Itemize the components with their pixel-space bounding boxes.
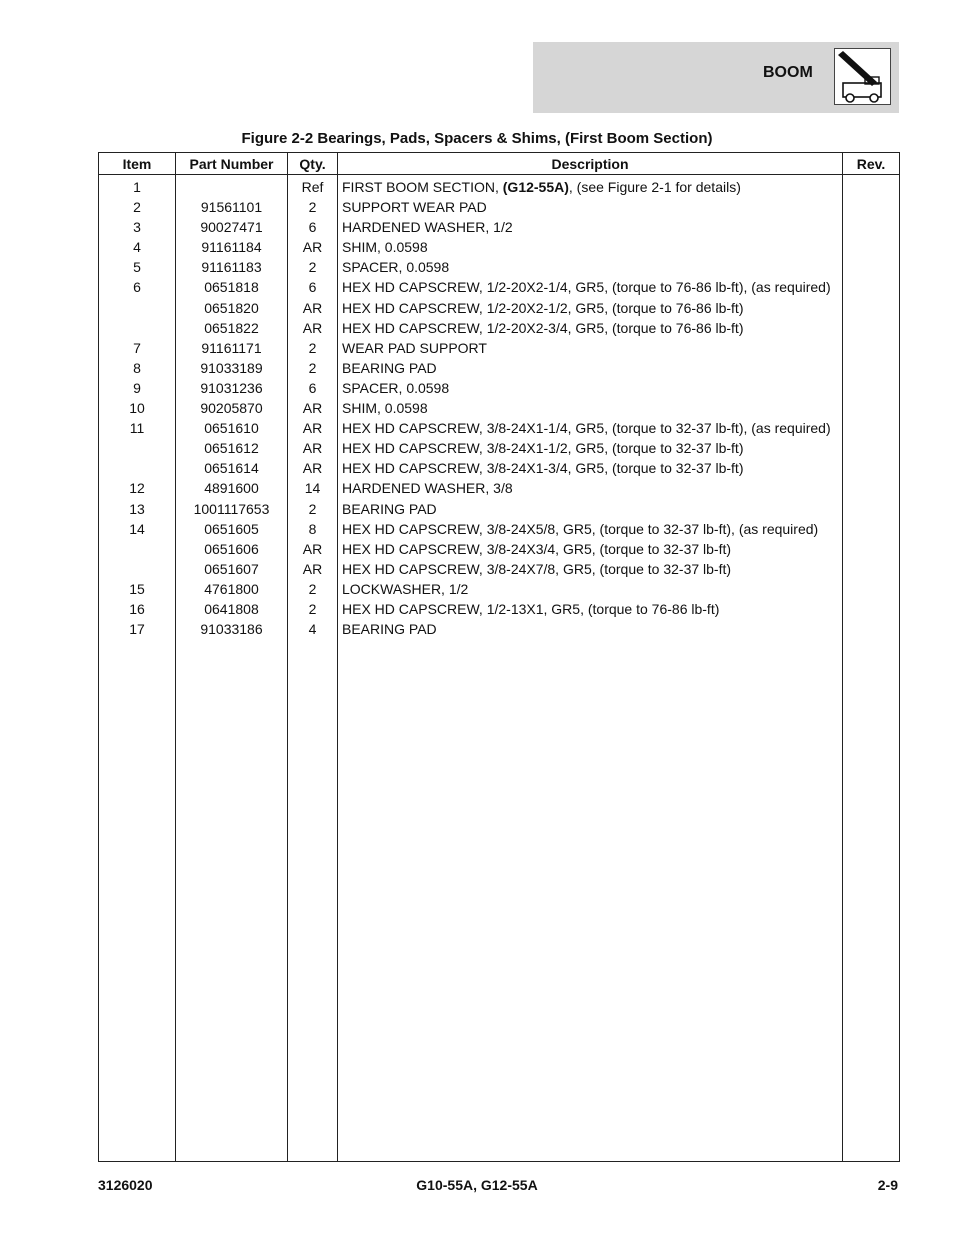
description-cell [338, 277, 842, 297]
qty-cell: AR [302, 400, 323, 417]
description-cell [338, 539, 842, 559]
table-body-row [99, 175, 900, 1162]
description-cell [338, 318, 842, 338]
part-number-cell: 91033186 [200, 621, 263, 638]
description-text: SHIM, 0.0598 [342, 239, 428, 256]
col-header-description: Description [338, 153, 843, 175]
rev-cell [843, 197, 899, 217]
qty-cell: 6 [308, 279, 317, 296]
item-cell: 3 [133, 219, 141, 236]
description-cell [338, 599, 842, 619]
description-text: HEX HD CAPSCREW, 3/8-24X1-3/4, GR5, (torque to 32-37 lb-ft) [342, 460, 744, 477]
description-text: HEX HD CAPSCREW, 3/8-24X1-1/2, GR5, (torque to 32-37 lb-ft) [342, 440, 744, 457]
qty-cell: AR [302, 420, 323, 437]
section-label: BOOM [763, 64, 813, 81]
part-number-cell: 0651820 [204, 299, 259, 316]
qty-cell: AR [302, 239, 323, 256]
description-text: HEX HD CAPSCREW, 3/8-24X3/4, GR5, (torque to 32-37 lb-ft) [342, 540, 732, 557]
description-text: HEX HD CAPSCREW, 1/2-13X1, GR5, (torque to 76-86 lb-ft) [342, 600, 720, 617]
description-suffix: , (see Figure 2-1 for details) [568, 179, 741, 195]
qty-cell: 14 [304, 480, 321, 497]
description-text: BEARING PAD [342, 359, 437, 376]
rev-cell [843, 398, 899, 418]
description-cell [338, 358, 842, 378]
part-number-cell: 0651818 [204, 279, 259, 296]
description-text: SHIM, 0.0598 [342, 400, 428, 417]
parts-table [98, 152, 900, 1162]
rev-cell [843, 338, 899, 358]
col-header-item: Item [99, 153, 176, 175]
item-cell [99, 458, 175, 478]
rev-cell [843, 257, 899, 277]
qty-cell: 2 [308, 199, 317, 216]
description-cell [338, 237, 842, 257]
description-text: SPACER, 0.0598 [342, 379, 450, 396]
item-cell: 11 [129, 420, 145, 437]
description-text: SPACER, 0.0598 [342, 259, 450, 276]
part-number-cell: 90027471 [200, 219, 263, 236]
description-cell [338, 579, 842, 599]
rev-cell [843, 298, 899, 318]
description-text: HARDENED WASHER, 3/8 [342, 480, 513, 497]
qty-cell: 8 [308, 520, 317, 537]
qty-cell: AR [302, 319, 323, 336]
rev-cell [843, 539, 899, 559]
description-text: WEAR PAD SUPPORT [342, 339, 487, 356]
description-cell [338, 418, 842, 438]
part-number-cell: 91161183 [201, 259, 262, 276]
part-number-cell: 4761800 [204, 580, 259, 597]
item-cell: 15 [129, 580, 145, 597]
part-number-cell: 1001117653 [193, 500, 270, 517]
description-cell [338, 257, 842, 277]
item-cell: 14 [129, 520, 145, 537]
rev-cell [843, 619, 899, 639]
item-cell: 2 [133, 199, 141, 216]
description-cell [338, 177, 842, 197]
rev-cell [843, 217, 899, 237]
description-cell [338, 378, 842, 398]
item-cell [99, 559, 175, 579]
rev-cell [843, 458, 899, 478]
item-cell: 17 [129, 621, 145, 638]
part-number-cell: 4891600 [204, 480, 259, 497]
part-number-cell: 91033189 [200, 359, 263, 376]
part-number-cell: 0651822 [204, 319, 259, 336]
qty-cell: 2 [308, 580, 317, 597]
description-cell [338, 217, 842, 237]
item-cell: 4 [133, 239, 141, 256]
footer-model: G10-55A, G12-55A [416, 1177, 538, 1193]
qty-cell: AR [302, 299, 323, 316]
item-cell [99, 539, 175, 559]
rev-cell [843, 318, 899, 338]
part-number-cell: 91031236 [200, 379, 263, 396]
description-text: BEARING PAD [342, 621, 437, 638]
part-number-column [176, 175, 288, 1162]
qty-cell: AR [302, 440, 323, 457]
rev-cell [843, 277, 899, 297]
description-cell [338, 619, 842, 639]
item-cell: 16 [129, 600, 145, 617]
description-text: HEX HD CAPSCREW, 3/8-24X7/8, GR5, (torque to 32-37 lb-ft) [342, 560, 732, 577]
description-cell [338, 519, 842, 539]
qty-column [288, 175, 338, 1162]
rev-cell [843, 519, 899, 539]
description-text: HEX HD CAPSCREW, 3/8-24X1-1/4, GR5, (torque to 32-37 lb-ft), (as required) [342, 420, 831, 437]
rev-cell [843, 499, 899, 519]
figure-title: Figure 2-2 Bearings, Pads, Spacers & Shims, (First Boom Section) [241, 130, 713, 147]
rev-cell [843, 599, 899, 619]
part-number-cell: 91161171 [201, 339, 262, 356]
item-cell: 6 [133, 279, 141, 296]
part-number-cell: 90205870 [200, 400, 263, 417]
item-cell [99, 318, 175, 338]
table-header-row [99, 153, 900, 175]
part-number-cell: 0651605 [204, 520, 259, 537]
part-number-cell: 91561101 [200, 199, 263, 216]
description-text: FIRST BOOM SECTION, [342, 179, 503, 195]
item-cell: 13 [129, 500, 145, 517]
description-cell [338, 438, 842, 458]
rev-cell [843, 579, 899, 599]
qty-cell: 4 [308, 621, 317, 638]
col-header-part-number: Part Number [176, 153, 288, 175]
description-text: LOCKWASHER, 1/2 [342, 580, 469, 597]
rev-cell [843, 378, 899, 398]
description-column [338, 175, 843, 1162]
item-cell [99, 438, 175, 458]
rev-cell [843, 177, 899, 197]
description-cell [338, 478, 842, 498]
item-column [99, 175, 176, 1162]
description-text: HARDENED WASHER, 1/2 [342, 219, 513, 236]
rev-cell [843, 418, 899, 438]
rev-cell [843, 559, 899, 579]
qty-cell: 2 [308, 359, 317, 376]
item-cell [99, 298, 175, 318]
boom-lift-icon [834, 48, 891, 105]
part-number-cell: 0651606 [204, 540, 259, 557]
qty-cell: 2 [308, 500, 317, 517]
description-text: HEX HD CAPSCREW, 1/2-20X2-3/4, GR5, (torque to 76-86 lb-ft) [342, 319, 744, 336]
description-cell [338, 458, 842, 478]
description-cell [338, 559, 842, 579]
rev-cell [843, 478, 899, 498]
item-cell: 5 [133, 259, 141, 276]
description-cell [338, 197, 842, 217]
description-cell [338, 338, 842, 358]
col-header-qty: Qty. [288, 153, 338, 175]
item-cell: 1 [133, 179, 141, 195]
rev-cell [843, 237, 899, 257]
part-number-cell: 0651607 [204, 560, 259, 577]
part-number-cell: 0651612 [204, 440, 259, 457]
qty-cell: 2 [308, 339, 317, 356]
qty-cell: 6 [308, 219, 317, 236]
part-number-cell: 0651614 [204, 460, 259, 477]
part-number-cell: 91161184 [201, 239, 262, 256]
description-cell [338, 298, 842, 318]
rev-cell [843, 438, 899, 458]
description-text: HEX HD CAPSCREW, 3/8-24X5/8, GR5, (torque to 32-37 lb-ft), (as required) [342, 520, 819, 537]
qty-cell: 2 [308, 600, 317, 617]
description-cell [338, 398, 842, 418]
item-cell: 12 [129, 480, 145, 497]
footer-page-number: 2-9 [877, 1177, 898, 1193]
item-cell: 10 [129, 400, 145, 417]
description-text: BEARING PAD [342, 500, 437, 517]
qty-cell: AR [302, 560, 323, 577]
part-number-cell: 0641808 [204, 600, 259, 617]
part-number-cell: 0651610 [204, 420, 259, 437]
qty-cell: 6 [308, 379, 317, 396]
col-header-rev: Rev. [843, 153, 900, 175]
description-cell [338, 499, 842, 519]
rev-column [843, 175, 900, 1162]
part-number-cell [176, 177, 287, 197]
description-text: HEX HD CAPSCREW, 1/2-20X2-1/2, GR5, (torque to 76-86 lb-ft) [342, 299, 744, 316]
footer-document-number: 3126020 [98, 1177, 153, 1193]
qty-cell: 2 [308, 259, 317, 276]
qty-cell: Ref [301, 179, 324, 195]
item-cell: 8 [133, 359, 141, 376]
item-cell: 7 [133, 339, 141, 356]
qty-cell: AR [302, 540, 323, 557]
description-text: SUPPORT WEAR PAD [342, 199, 487, 216]
qty-cell: AR [302, 460, 323, 477]
description-text: HEX HD CAPSCREW, 1/2-20X2-1/4, GR5, (torque to 76-86 lb-ft), (as required) [342, 279, 831, 296]
item-cell: 9 [133, 379, 141, 396]
description-model-ref: (G12-55A) [502, 179, 569, 195]
rev-cell [843, 358, 899, 378]
